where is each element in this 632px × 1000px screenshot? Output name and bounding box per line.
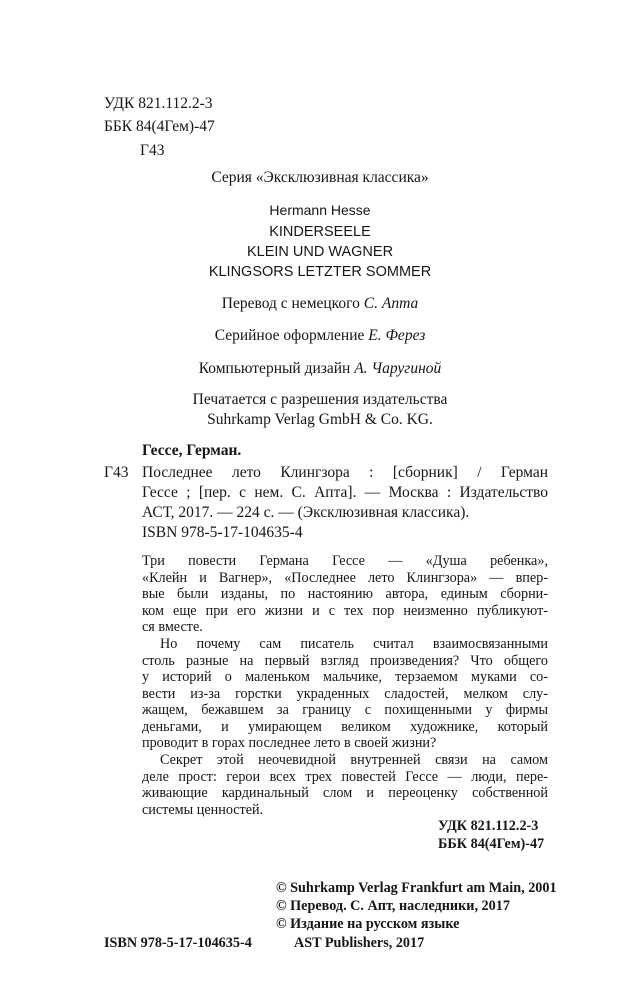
annotation-line: ком еще при его жизни и с тех пор неизменно публикуют- <box>142 602 548 619</box>
catalog-description <box>142 463 548 523</box>
udk-code: УДК 821.112.2-3 <box>104 95 213 112</box>
catalog-isbn: ISBN 978-5-17-104635-4 <box>142 524 303 541</box>
footer-publisher: AST Publishers, 2017 <box>294 935 425 951</box>
annotation-line: Но почему сам писатель считал взаимосвязанными <box>160 636 548 652</box>
series-line: Серия «Эксклюзивная классика» <box>211 169 429 186</box>
bottom-udk-code: УДК 821.112.2-3 <box>438 818 539 834</box>
annotation-line: жащем, бежавшем за границу с похищенными у фирмы <box>142 702 548 718</box>
annotation-line: вые были изданы, по настоянию автора, единым сборни- <box>142 586 548 602</box>
original-author: Hermann Hesse <box>269 202 371 218</box>
copyright-line-3: © Издание на русском языке <box>276 916 460 932</box>
designer-name: Е. Ферез <box>368 327 426 344</box>
permission-line-1: Печатается с разрешения издательства <box>192 391 448 408</box>
permission-line-2: Suhrkamp Verlag GmbH & Co. KG. <box>207 411 433 428</box>
translation-label: Перевод с немецкого <box>221 295 360 312</box>
annotation-paragraph-1 <box>142 553 548 636</box>
translator-name: С. Апта <box>363 295 419 312</box>
computer-design-label: Компьютерный дизайн <box>198 360 351 377</box>
annotation-line: Три повести Германа Гессе — «Душа ребенка», <box>142 553 548 569</box>
catalog-mark: Г43 <box>104 464 129 481</box>
annotation-line: ся вместе. <box>142 619 203 635</box>
computer-designer-name: А. Чаругиной <box>354 360 442 377</box>
design-label: Серийное оформление <box>214 327 365 344</box>
original-title-2: KLEIN UND WAGNER <box>246 244 394 260</box>
annotation-line: Секрет этой неочевидной внутренней связи на самом <box>160 752 548 768</box>
annotation-line: деньгами, и умирающем великом художнике, который <box>142 718 548 735</box>
author-mark: Г43 <box>140 142 165 159</box>
original-title-3: KLINGSORS LETZTER SOMMER <box>208 264 432 280</box>
annotation-line: деле прост: герои всех трех повестей Гессе — люди, пере- <box>142 768 548 785</box>
catalog-description-line: Последнее лето Клингзора : [сборник] / Герман <box>142 464 548 481</box>
copyright-line-2: © Перевод. С. Апт, наследники, 2017 <box>276 898 510 914</box>
catalog-description-line: АСТ, 2017. — 224 с. — (Эксклюзивная классика). <box>142 504 470 521</box>
annotation-line: живающие кардинальный слом и переоценку собственной <box>142 785 548 801</box>
translation-credit <box>100 294 540 314</box>
footer-isbn: ISBN 978-5-17-104635-4 <box>104 935 252 951</box>
original-title-1: KINDERSEELE <box>269 224 371 240</box>
annotation-line: у историй о маленьком мальчике, терзаемом муками со- <box>142 669 548 685</box>
bbk-code: ББК 84(4Гем)-47 <box>104 118 215 135</box>
annotation-line: системы ценностей. <box>142 801 264 818</box>
annotation-line: «Клейн и Вагнер», «Последнее лето Клингзора» — впер- <box>142 569 548 586</box>
catalog-description-line: Гессе ; [пер. с нем. С. Апта]. — Москва : Издательство <box>142 484 548 501</box>
catalog-heading: Гессе, Герман. <box>142 442 242 459</box>
computer-design-credit <box>100 359 540 379</box>
copyright-line-1: © Suhrkamp Verlag Frankfurt am Main, 2001 <box>276 880 557 896</box>
annotation-paragraph-2 <box>142 636 548 752</box>
annotation-line: столь разные на первый взгляд произведения? Что общего <box>142 652 548 669</box>
annotation-paragraph-3 <box>142 752 548 818</box>
annotation-line: вести из-за горстки украденных сладостей, мелком слу- <box>142 685 548 702</box>
design-credit <box>100 326 540 346</box>
annotation-line: проводит в горах последнее лето в своей жизни? <box>142 735 437 751</box>
bottom-bbk-code: ББК 84(4Гем)-47 <box>438 836 545 852</box>
